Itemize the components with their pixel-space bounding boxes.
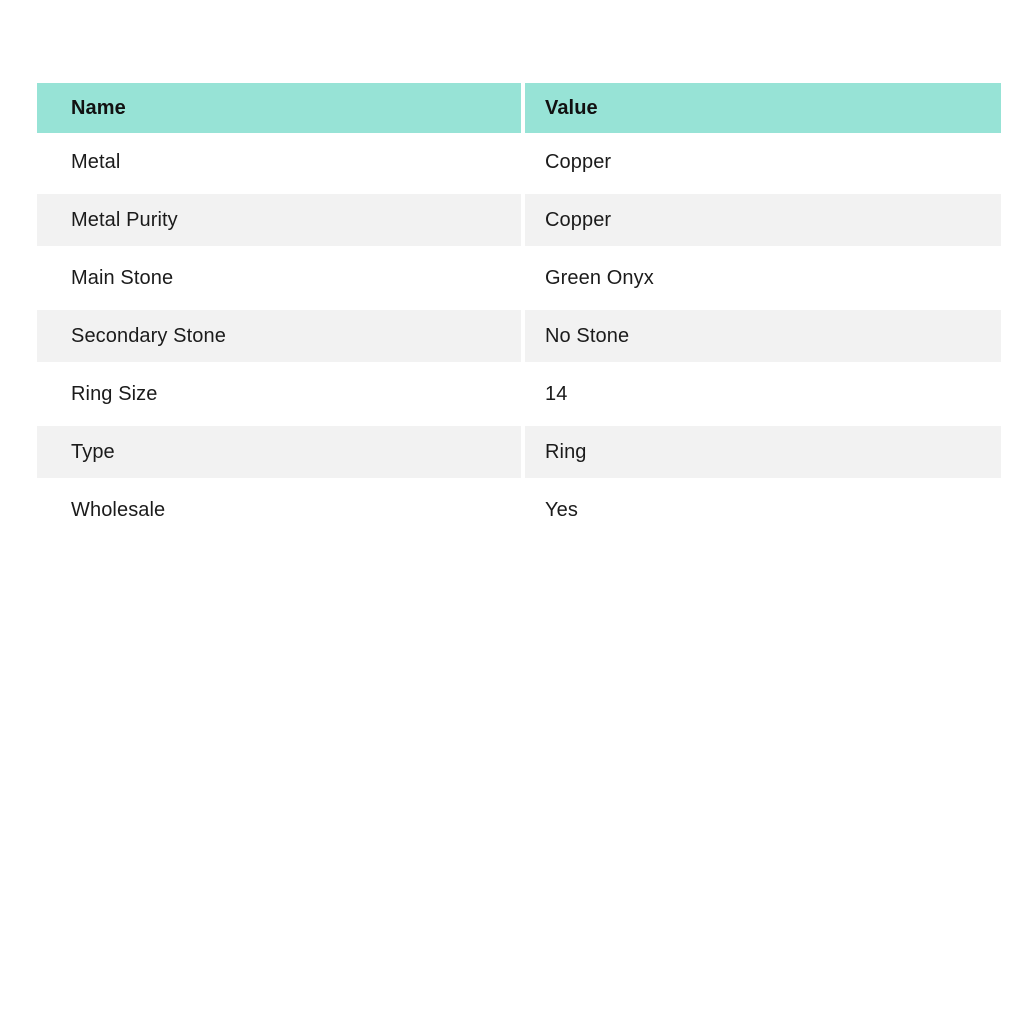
table-body bbox=[37, 133, 1001, 539]
table-row bbox=[37, 133, 1001, 191]
table-row bbox=[37, 191, 1001, 249]
attribute-value-cell: Copper bbox=[545, 150, 612, 173]
attribute-name-cell: Wholesale bbox=[71, 498, 166, 521]
attribute-name-cell: Secondary Stone bbox=[37, 307, 521, 365]
attribute-name-cell: Ring Size bbox=[71, 382, 158, 405]
attribute-name-cell: Metal Purity bbox=[37, 191, 521, 249]
table-row bbox=[37, 307, 1001, 365]
attribute-value-cell: Yes bbox=[545, 498, 578, 521]
product-attributes-table bbox=[37, 83, 1001, 539]
attribute-value-cell: Ring bbox=[525, 423, 1001, 481]
table-header-row bbox=[37, 83, 1001, 133]
attribute-name-cell: Main Stone bbox=[71, 266, 174, 289]
attribute-value-cell: No Stone bbox=[525, 307, 1001, 365]
attribute-name-cell: Metal bbox=[71, 150, 121, 173]
table-row bbox=[37, 423, 1001, 481]
attribute-value-cell: Green Onyx bbox=[545, 266, 654, 289]
attribute-value-cell: Copper bbox=[525, 191, 1001, 249]
column-header-name: Name bbox=[37, 83, 521, 133]
attribute-value-cell: 14 bbox=[545, 382, 568, 405]
table-row bbox=[37, 481, 1001, 539]
table-row bbox=[37, 249, 1001, 307]
attribute-name-cell: Type bbox=[37, 423, 521, 481]
column-header-value: Value bbox=[525, 83, 1001, 133]
table-row bbox=[37, 365, 1001, 423]
